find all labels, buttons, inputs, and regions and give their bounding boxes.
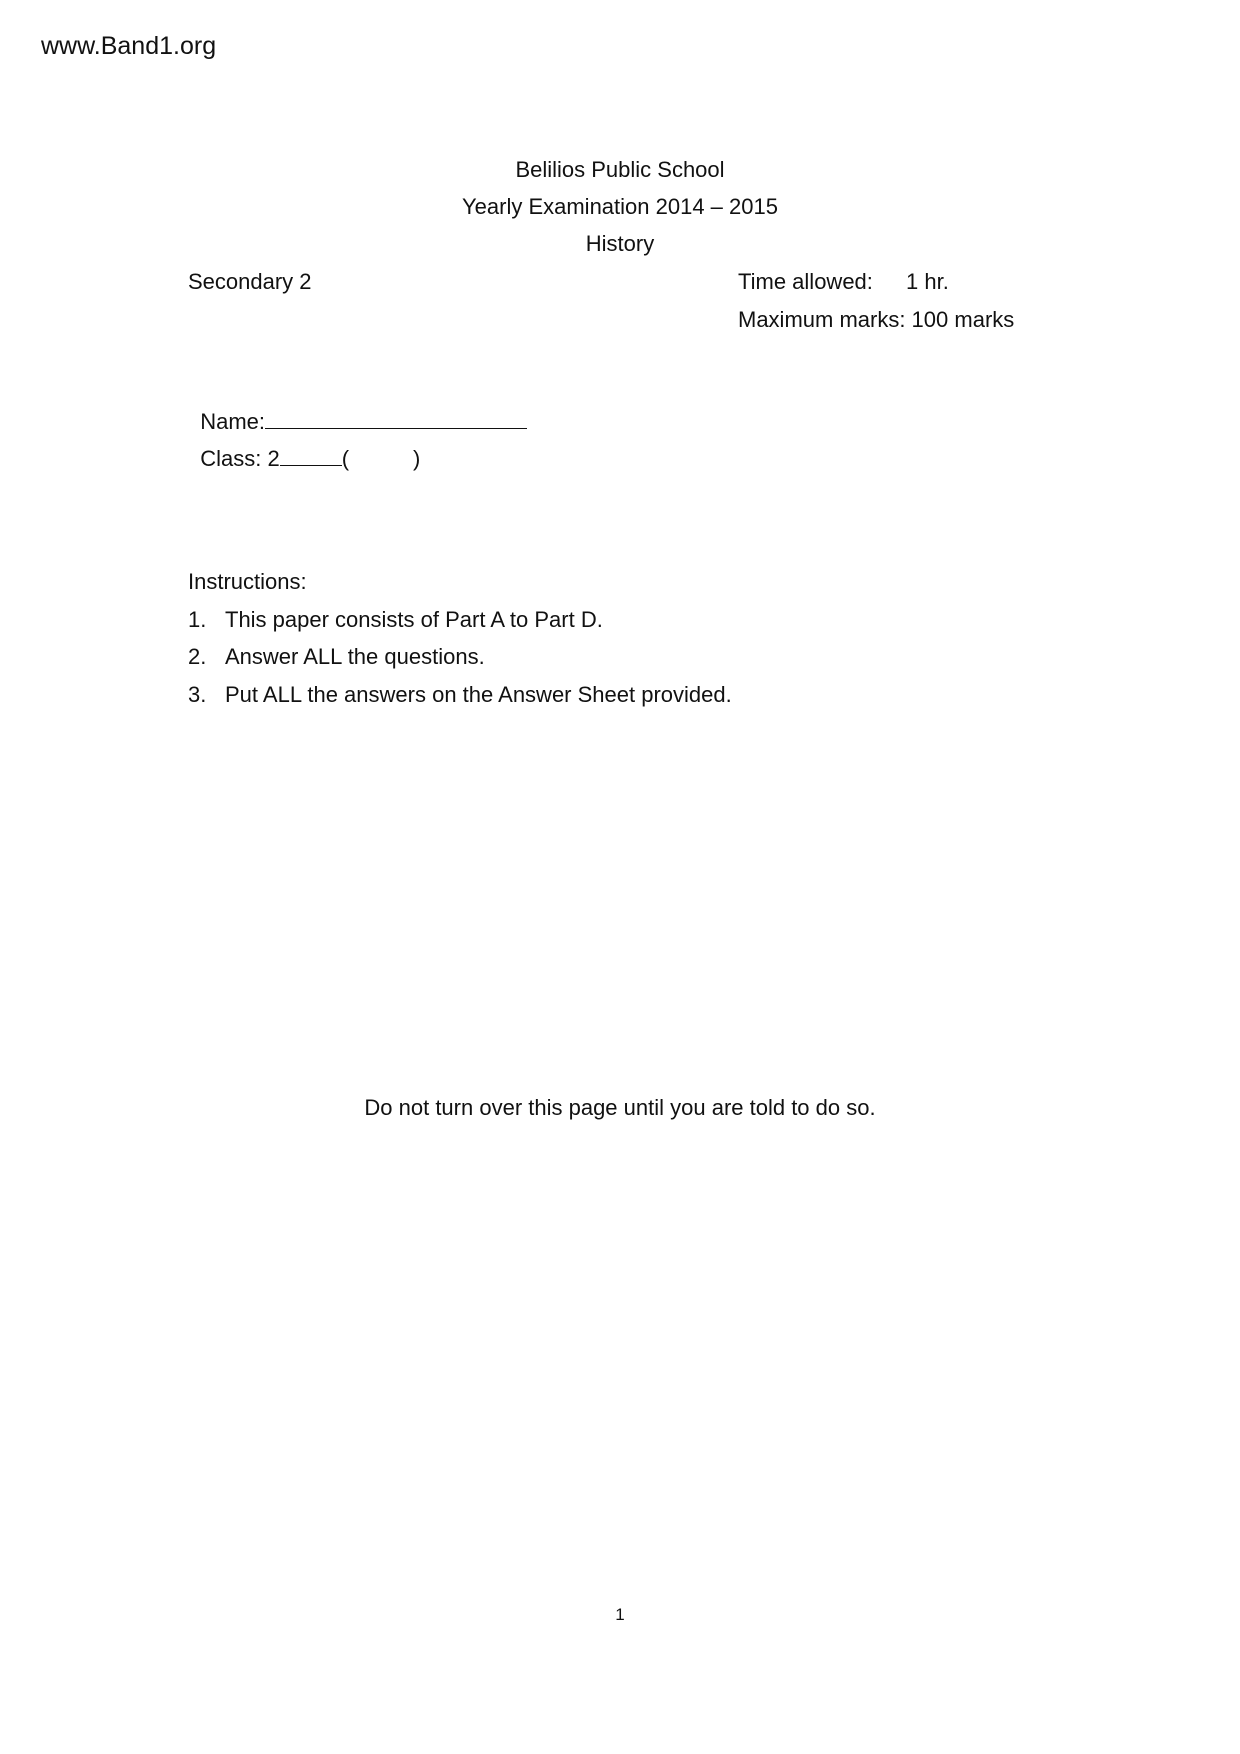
instruction-text: Answer ALL the questions. xyxy=(225,644,485,669)
time-allowed-value: 1 hr. xyxy=(906,269,949,294)
notice: Do not turn over this page until you are told to do so. xyxy=(364,1095,876,1120)
subject: History xyxy=(585,231,655,256)
instruction-text: Put ALL the answers on the Answer Sheet provided. xyxy=(225,682,732,707)
class-blank xyxy=(280,445,342,466)
watermark[interactable]: www.Band1.org xyxy=(41,32,217,60)
page-number: 1 xyxy=(615,1605,625,1624)
level: Secondary 2 xyxy=(188,269,312,294)
time-allowed-label: Time allowed: xyxy=(738,269,873,294)
instruction-number: 2. xyxy=(188,644,207,669)
maximum-marks: Maximum marks: 100 marks xyxy=(738,307,1015,332)
instruction-item xyxy=(188,607,603,633)
name-label: Name: xyxy=(200,409,266,434)
instruction-text: This paper consists of Part A to Part D. xyxy=(225,607,603,632)
instruction-number: 1. xyxy=(188,607,207,632)
instruction-item xyxy=(188,682,732,708)
instruction-number: 3. xyxy=(188,682,207,707)
exam-title: Yearly Examination 2014 – 2015 xyxy=(462,194,778,219)
instruction-item xyxy=(188,644,485,670)
paren-open: ( xyxy=(341,446,350,471)
class-label: Class: 2 xyxy=(200,446,280,471)
class-field xyxy=(188,419,420,472)
paren-close: ) xyxy=(413,446,421,471)
school-name: Belilios Public School xyxy=(515,157,725,182)
instructions-title: Instructions: xyxy=(188,569,307,594)
